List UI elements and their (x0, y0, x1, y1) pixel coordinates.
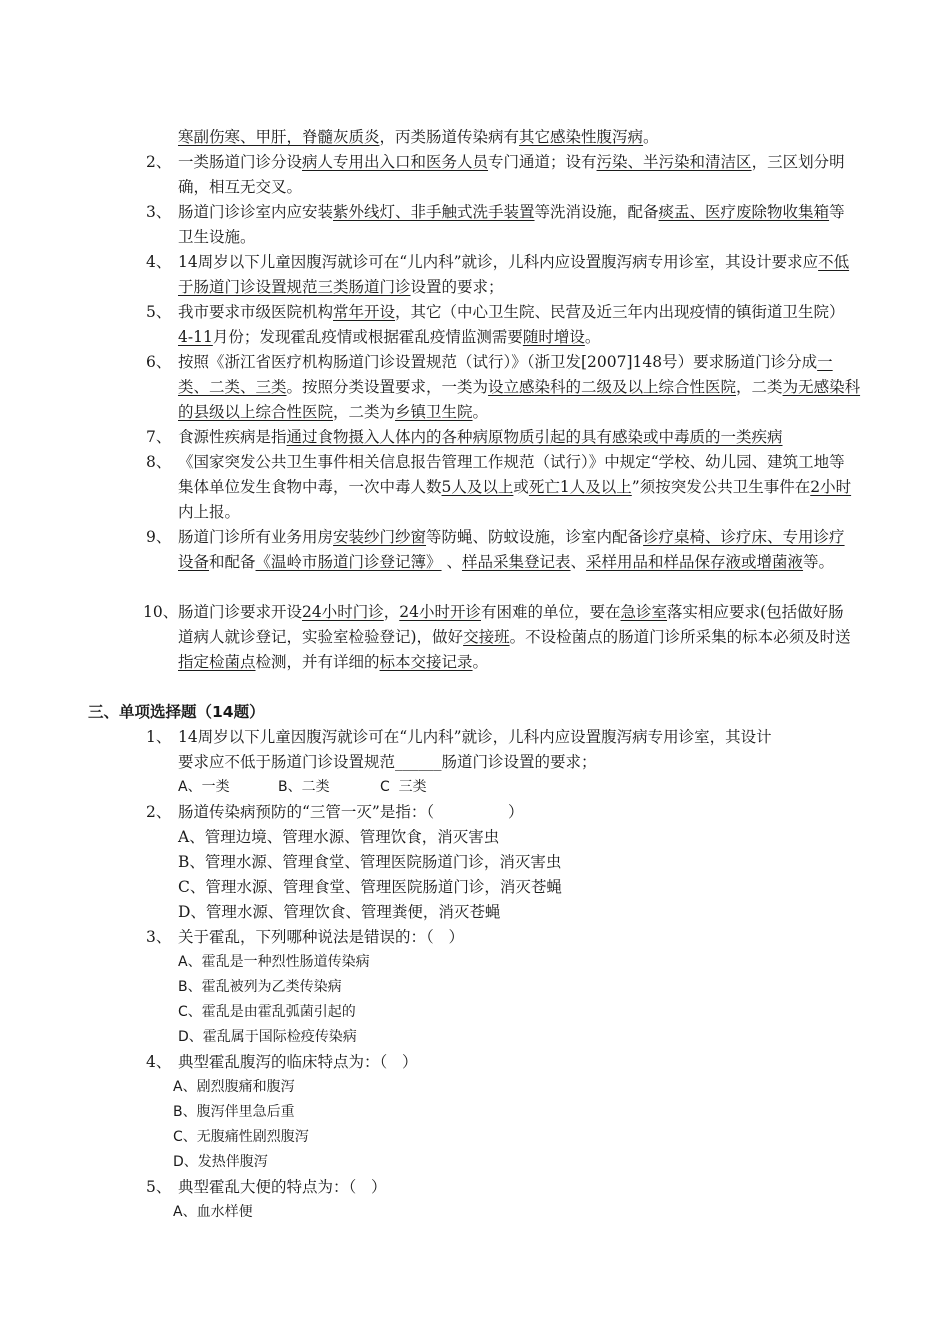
answer-blank: 2小时 (810, 478, 852, 496)
item-number: 5、 (146, 303, 172, 321)
text-span: 等卫生设施。 (178, 203, 845, 246)
option-b: B、管理水源、管理食堂、管理医院肠道门诊，消灭害虫 (178, 853, 562, 871)
option-a: A、血水样便 (173, 1204, 253, 1220)
answer-blank: 设立感染科的二级及以上综合性医院 (488, 378, 737, 396)
answer-blank: 样品采集登记表 (461, 553, 571, 571)
text-span: 落实相应要求(包括做好肠道病人就诊登记，实验室检验登记)，做好 (178, 603, 844, 646)
question-text: 14周岁以下儿童因腹泻就诊可在“儿内科”就诊，儿科内应设置腹泻病专用诊室，其设计 (178, 728, 772, 746)
answer-blank: 急诊室 (620, 603, 668, 621)
item-text (178, 250, 856, 300)
question-number: 3、 (146, 928, 172, 946)
item-text (178, 350, 862, 425)
text-span: 、 (570, 553, 587, 571)
question-text: 典型霍乱腹泻的临床特点为：（ ） (178, 1053, 418, 1071)
item-number: 2、 (146, 153, 172, 171)
answer-blank: 24小时开诊 (399, 603, 481, 621)
text-span: 或 (513, 478, 529, 496)
text-span: 。 (643, 128, 659, 146)
answer-blank: 交接班 (463, 628, 510, 646)
text-span: 一类肠道门诊分设 (178, 153, 303, 171)
question-number: 5、 (146, 1178, 172, 1196)
item-number: 3、 (146, 203, 172, 221)
text-span: 肠道门诊诊室内应安装 (178, 203, 334, 221)
answer-blank: 《温岭市肠道门诊登记簿》 (255, 553, 442, 571)
question-text-part: 肠道门诊设置的要求； (441, 753, 597, 771)
text-span: 。 (584, 328, 601, 346)
text-span: 。 (472, 653, 489, 671)
answer-blank: 为无感染科的县级以上综合性医院 (178, 378, 861, 421)
item-text (178, 425, 878, 450)
item-number: 10、 (143, 603, 179, 621)
answer-blank: 安装纱门纱窗 (333, 528, 427, 546)
text-span: 。 (472, 403, 489, 421)
item-text (178, 525, 856, 575)
answer-blank: 痰盂、医疗废除物收集箱 (658, 203, 830, 221)
answer-blank: 常年开设 (333, 303, 396, 321)
item-number: 8、 (146, 453, 172, 471)
answer-blank: 一类、二类、三类 (178, 353, 833, 396)
item-number: 7、 (146, 428, 172, 446)
item-text (178, 150, 856, 200)
text-span: ，二类为 (333, 403, 396, 421)
answer-blank: 5人及以上 (441, 478, 514, 496)
question-text (178, 750, 597, 775)
item-number: 4、 (146, 253, 172, 271)
text-span: 有困难的单位，要在 (481, 603, 621, 621)
answer-blank: 指定检菌点 (178, 653, 256, 671)
option-d: D、管理水源、管理饮食、管理粪便，消灭苍蝇 (178, 903, 501, 921)
option-c: C 三类 (380, 779, 427, 795)
answer-blank: 采样用品和样品保存液或增菌液 (586, 553, 804, 571)
answer-blank: 病人专用出入口和医务人员 (302, 153, 489, 171)
option-b: B、二类 (278, 779, 330, 795)
text-span: ，三区划分明确，相互无交叉。 (178, 153, 845, 196)
option-c: C、霍乱是由霍乱弧菌引起的 (178, 1004, 356, 1020)
question-number: 4、 (146, 1053, 172, 1071)
text-span: 肠道门诊所有业务用房 (178, 528, 334, 546)
item-number: 6、 (146, 353, 172, 371)
option-c: C、无腹痛性剧烈腹泻 (173, 1129, 309, 1145)
answer-blank: 24小时门诊 (302, 603, 384, 621)
text-span: 月份；发现霍乱疫情或根据霍乱疫情监测需要 (212, 328, 523, 346)
item-number: 9、 (146, 528, 172, 546)
text-span: 等。 (803, 553, 835, 571)
option-d: D、霍乱属于国际检疫传染病 (178, 1029, 357, 1045)
question-number: 1、 (146, 728, 172, 746)
text-span: ， (383, 603, 400, 621)
text-span: 等洗消设施，配备 (534, 203, 659, 221)
text-span: 。按照分类设置要求，一类为 (286, 378, 489, 396)
answer-blank: 其它感染性腹泻病 (519, 128, 644, 146)
question-text: 肠道传染病预防的“三管一灭”是指：（ ） (178, 803, 524, 821)
option-c: C、管理水源、管理食堂、管理医院肠道门诊，消灭苍蝇 (178, 878, 562, 896)
text-span: 《国家突发公共卫生事件相关信息报告管理工作规范（试行）》中规定“学校、幼儿园、建筑工地等集体单位发生食物中毒，一次中毒人数 (178, 453, 845, 496)
text-span: 专门通道；设有 (488, 153, 597, 171)
text-span: 、 (441, 553, 462, 571)
option-b: B、腹泻伴里急后重 (173, 1104, 295, 1120)
option-d: D、发热伴腹泻 (173, 1154, 268, 1170)
text-span: 。不设检菌点的肠道门诊所采集的标本必须及时送 (509, 628, 851, 646)
answer-blank: 死亡1人及以上 (528, 478, 632, 496)
text-span: ，丙类肠道传染病有 (379, 128, 520, 146)
item-text (178, 600, 856, 675)
answer-blank: 通过食物摄入人体内的各种病原物质引起的具有感染或中毒质的一类疾病 (286, 428, 783, 446)
text-span: 和配备 (209, 553, 256, 571)
answer-blank: ______ (395, 753, 442, 771)
text-span: ”须按突发公共卫生事件在 (631, 478, 811, 496)
question-text: 关于霍乱，下列哪种说法是错误的：（ ） (178, 928, 465, 946)
question-text-part: 要求应不低于肠道门诊设置规范 (178, 753, 396, 771)
option-b: B、霍乱被列为乙类传染病 (178, 979, 342, 995)
answer-blank: 随时增设 (522, 328, 585, 346)
answer-blank: 4-11 (178, 328, 213, 346)
text-span: 肠道门诊要求开设 (178, 603, 303, 621)
question-number: 2、 (146, 803, 172, 821)
answer-blank: 标本交接记录 (379, 653, 473, 671)
option-a: A、剧烈腹痛和腹泻 (173, 1079, 295, 1095)
question-text: 典型霍乱大便的特点为：（ ） (178, 1178, 387, 1196)
option-a: A、一类 (178, 779, 230, 795)
option-a: A、霍乱是一种烈性肠道传染病 (178, 954, 370, 970)
answer-blank: 诊疗桌椅、诊疗床、专用诊疗设备 (178, 528, 845, 571)
item-text (178, 450, 856, 525)
text-span: 内上报。 (178, 503, 241, 521)
answer-blank: 乡镇卫生院 (395, 403, 473, 421)
text-span: 按照《浙江省医疗机构肠道门诊设置规范（试行）》（浙卫发[2007]148号）要求肠道门诊分成 (178, 353, 818, 371)
answer-blank: 不低于肠道门诊设置规范三类肠道门诊 (178, 253, 850, 296)
text-span: 14周岁以下儿童因腹泻就诊可在“儿内科”就诊，儿科内应设置腹泻病专用诊室，其设计要求应 (178, 253, 819, 271)
answer-blank: 寒副伤寒、甲肝，脊髓灰质炎 (178, 128, 380, 146)
answer-blank: 紫外线灯、非手触式洗手装置 (333, 203, 535, 221)
answer-blank: 污染、半污染和清洁区 (596, 153, 752, 171)
option-a: A、管理边境、管理水源、管理饮食，消灭害虫 (178, 828, 500, 846)
item-text (178, 200, 856, 250)
text-span: ，二类 (736, 378, 783, 396)
text-span: 我市要求市级医院机构 (178, 303, 334, 321)
text-span: 设置的要求； (410, 278, 504, 296)
text-span: 检测，并有详细的 (255, 653, 380, 671)
section-title: 三、单项选择题（14题） (88, 703, 265, 721)
text-span: 食源性疾病是指 (178, 428, 287, 446)
text-span: ，其它（中心卫生院、民营及近三年内出现疫情的镇街道卫生院） (395, 303, 845, 321)
text-span: 等防蝇、防蚊设施，诊室内配备 (426, 528, 644, 546)
item-text (178, 300, 856, 350)
